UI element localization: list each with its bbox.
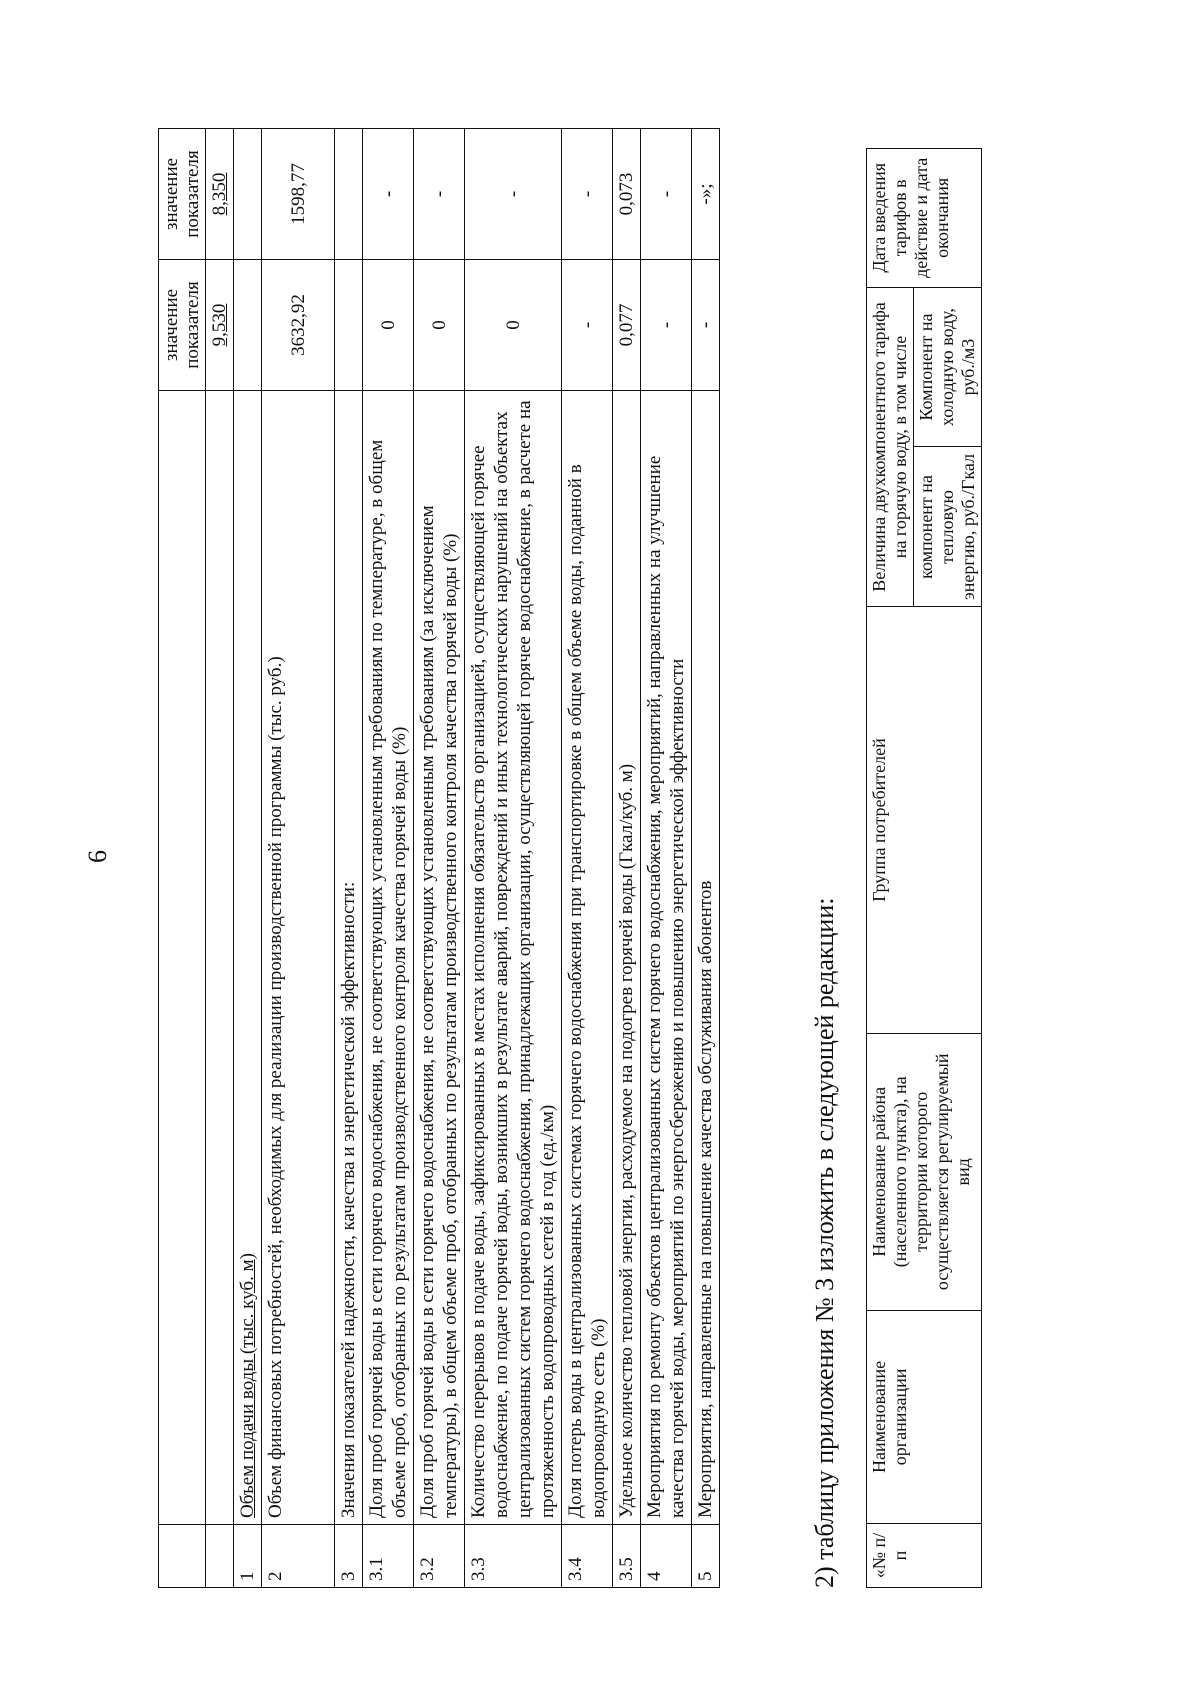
table-row — [262, 129, 335, 1588]
tariff-table-header — [866, 148, 982, 1588]
row-num: 1 — [234, 1525, 262, 1588]
row-value-b — [335, 129, 363, 260]
row-value-a: - — [641, 260, 692, 391]
row-value-b: - — [641, 129, 692, 260]
row-value-b: -»; — [692, 129, 720, 260]
header-value-a: значение показателя — [159, 260, 206, 391]
row-text — [206, 391, 234, 1525]
row-value-b: - — [414, 129, 465, 260]
table-row — [234, 129, 262, 1588]
col-organization: Наименование организации — [867, 1310, 982, 1523]
row-value-a: 9,530 — [206, 260, 234, 391]
row-num: 5 — [692, 1525, 720, 1588]
row-num: 3.1 — [363, 1525, 414, 1588]
row-num: 3.4 — [562, 1525, 613, 1588]
header-value-b: значение показателя — [159, 129, 206, 260]
row-text: Мероприятия по ремонту объектов централизованных систем горячего водоснабжения, мероприятий, направленных на улучшение качества горячей воды, мероприятий по энергосбережению и повышению энергетической эффективности — [641, 391, 692, 1525]
page-number: 6 — [83, 850, 112, 863]
row-value-b: 8,350 — [206, 129, 234, 260]
row-num: 3 — [335, 1525, 363, 1588]
row-value-a: 3632,92 — [262, 260, 335, 391]
row-text: Количество перерывов в подаче воды, зафиксированных в местах исполнения обязательств организацией, осуществляющей горячее водоснабжение, по подаче горячей воды, возникших в результате аварий, повреждений и иных технологических нарушений на объектах централизованных систем горячего водоснабжения, принадлежащих организации, осуществляющей горячее водоснабжение, в расчете на протяженность водопроводных сетей в год (ед./км) — [465, 391, 562, 1525]
table-row — [562, 129, 613, 1588]
col-num: «№ п/п — [867, 1524, 982, 1588]
row-text: Удельное количество тепловой энергии, расходуемое на подогрев горячей воды (Гкал/куб. м) — [613, 391, 641, 1525]
row-value-a: 0 — [363, 260, 414, 391]
table-row — [465, 129, 562, 1588]
indicators-table — [158, 128, 720, 1588]
row-num: 3.2 — [414, 1525, 465, 1588]
row-text: Мероприятия, направленные на повышение качества обслуживания абонентов — [692, 391, 720, 1525]
row-text: Объем финансовых потребностей, необходимых для реализации производственной программы (тыс. руб.) — [262, 391, 335, 1525]
row-text: Доля потерь воды в централизованных системах горячего водоснабжения при транспортировке в общем объеме воды, поданной в водопроводную сеть (%) — [562, 391, 613, 1525]
row-num: 2 — [262, 1525, 335, 1588]
row-value-a: - — [692, 260, 720, 391]
row-value-b: 0,073 — [613, 129, 641, 260]
col-tariff: Величина двухкомпонентного тарифа на горячую воду, в том числе — [867, 287, 914, 607]
row-text: Значения показателей надежности, качества и энергетической эффективности: — [335, 391, 363, 1525]
col-date: Дата введения тарифов в действие и дата окончания — [867, 149, 982, 288]
row-value-b — [234, 129, 262, 260]
col-consumer-group: Группа потребителей — [867, 607, 982, 1033]
rotated-page — [50, 48, 1150, 1648]
row-value-a: - — [562, 260, 613, 391]
appendix-intro-text: 2) таблицу приложения № 3 изложить в следующей редакции: — [810, 897, 839, 1588]
row-text: Доля проб горячей воды в сети горячего водоснабжения, не соответствующих установленным требованиям по температуре, в общем объеме проб, отобранных по результатам производственного контроля качества горячей воды (%) — [363, 391, 414, 1525]
row-value-b: 1598,77 — [262, 129, 335, 260]
row-num: 3.5 — [613, 1525, 641, 1588]
header-text-cell — [159, 391, 206, 1525]
row-value-a — [335, 260, 363, 391]
table-header-row — [159, 129, 206, 1588]
row-num — [206, 1525, 234, 1588]
table-row — [206, 129, 234, 1588]
row-value-b: - — [562, 129, 613, 260]
row-value-b: - — [465, 129, 562, 260]
col-heat-component: компонент на тепловую энергию, руб./Гкал — [914, 447, 982, 607]
row-value-a: 0,077 — [613, 260, 641, 391]
row-num: 3.3 — [465, 1525, 562, 1588]
row-text: Объем подачи воды (тыс. куб. м) — [234, 391, 262, 1525]
header-num-cell — [159, 1525, 206, 1588]
row-value-a — [234, 260, 262, 391]
table-row — [363, 129, 414, 1588]
row-num: 4 — [641, 1525, 692, 1588]
table-row — [641, 129, 692, 1588]
row-text: Доля проб горячей воды в сети горячего водоснабжения, не соответствующих установленным требованиям (за исключением температуры), в общем объеме проб, отобранных по результатам производственного контроля качества горячей воды (%) — [414, 391, 465, 1525]
table-row — [335, 129, 363, 1588]
table-row — [613, 129, 641, 1588]
row-value-a: 0 — [414, 260, 465, 391]
table-row — [692, 129, 720, 1588]
col-cold-component: Компонент на холодную воду, руб./м3 — [914, 287, 982, 447]
col-district: Наименование района (населенного пункта), на территории которого осуществляется регулируемый вид — [867, 1033, 982, 1310]
table-row — [414, 129, 465, 1588]
row-value-b: - — [363, 129, 414, 260]
tariff-header-row — [867, 149, 914, 1588]
row-value-a: 0 — [465, 260, 562, 391]
